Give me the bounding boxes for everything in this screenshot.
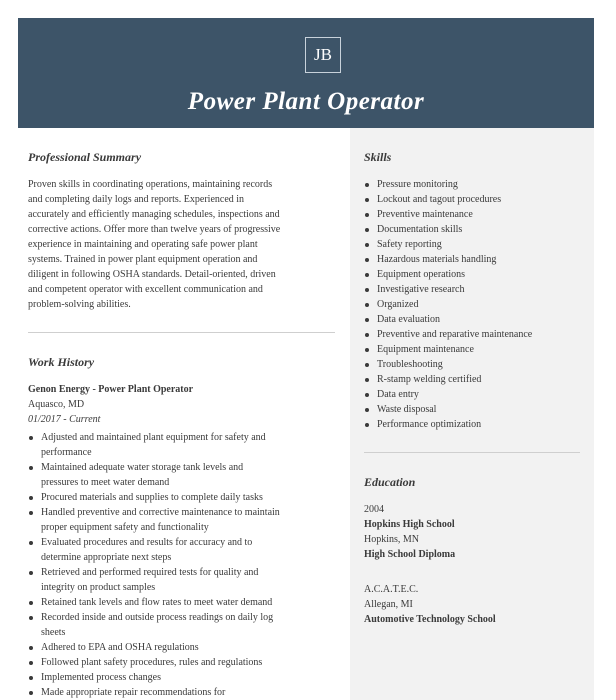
summary-line: corrective actions. Offer more than twelve years of progressive (28, 224, 281, 235)
education-heading: Education (364, 475, 416, 489)
list-item: Adhered to EPA and OSHA regulations (28, 640, 335, 655)
list-item: Retrieved and performed required tests for quality and integrity on product samples (28, 565, 335, 595)
summary-heading: Professional Summary (28, 150, 142, 164)
job-location: Aquasco, MD (28, 399, 85, 410)
education-location: Allegan, MI (364, 599, 413, 610)
education-entry (364, 582, 580, 627)
summary-line: accurately and efficiently managing schedules, inspections and (28, 209, 280, 220)
skill-item: Organized (364, 297, 580, 312)
skill-item: Equipment maintenance (364, 342, 580, 357)
skill-item: R-stamp welding certified (364, 372, 580, 387)
summary-line: diligent in following OSHA standards. Detail-oriented, driven (28, 269, 276, 280)
skill-item: Troubleshooting (364, 357, 580, 372)
education-year: A.C.A.T.E.C. (364, 584, 419, 595)
list-item: Made appropriate repair recommendations for (28, 685, 335, 700)
job-dates: 01/2017 - Current (28, 414, 101, 425)
skill-item: Investigative research (364, 282, 580, 297)
skills-heading: Skills (364, 150, 392, 164)
list-item: Recorded inside and outside process readings on daily log sheets (28, 610, 335, 640)
resume-header (18, 18, 594, 128)
skills-list (364, 177, 580, 432)
education-year: 2004 (364, 504, 384, 515)
skill-item: Data evaluation (364, 312, 580, 327)
skill-item: Documentation skills (364, 222, 580, 237)
education-entry (364, 502, 580, 562)
skill-item: Safety reporting (364, 237, 580, 252)
job-entry (28, 382, 335, 700)
education-location: Hopkins, MN (364, 534, 420, 545)
list-item: Evaluated procedures and results for accuracy and to determine appropriate next steps (28, 535, 335, 565)
skill-item: Preventive maintenance (364, 207, 580, 222)
skill-item: Pressure monitoring (364, 177, 580, 192)
job-company-title: Genon Energy - Power Plant Operator (28, 384, 194, 395)
list-item: Followed plant safety procedures, rules and regulations (28, 655, 335, 670)
job-bullet-list (28, 430, 335, 700)
summary-line: experience in maintaining and operating safe power plant (28, 239, 258, 250)
list-item: Implemented process changes (28, 670, 335, 685)
list-item: Maintained adequate water storage tank levels and pressures to meet water demand (28, 460, 335, 490)
list-item: Adjusted and maintained plant equipment for safety and performance (28, 430, 335, 460)
sidebar-content (364, 128, 580, 627)
summary-line: and completing daily logs and reports. Experienced in (28, 194, 245, 205)
education-school: Hopkins High School (364, 519, 455, 530)
job-title-heading: Power Plant Operator (187, 88, 425, 115)
skill-item: Lockout and tagout procedures (364, 192, 580, 207)
education-school: Automotive Technology School (364, 614, 496, 625)
summary-text (28, 177, 335, 312)
main-column (28, 128, 335, 700)
initials-monogram: JB (305, 37, 341, 73)
skill-item: Hazardous materials handling (364, 252, 580, 267)
summary-line: problem-solving abilities. (28, 299, 131, 310)
list-item: Procured materials and supplies to complete daily tasks (28, 490, 335, 505)
skill-item: Waste disposal (364, 402, 580, 417)
skill-item: Equipment operations (364, 267, 580, 282)
skill-item: Data entry (364, 387, 580, 402)
skill-item: Performance optimization (364, 417, 580, 432)
summary-line: Proven skills in coordinating operations, maintaining records (28, 179, 273, 190)
skill-item: Preventive and reparative maintenance (364, 327, 580, 342)
summary-line: and competent operator with excellent communication and (28, 284, 263, 295)
list-item: Handled preventive and corrective maintenance to maintain proper equipment safety and functionality (28, 505, 335, 535)
summary-line: systems. Trained in power plant equipment operation and (28, 254, 258, 265)
work-history-heading: Work History (28, 355, 95, 369)
education-degree: High School Diploma (364, 549, 456, 560)
list-item: Retained tank levels and flow rates to meet water demand (28, 595, 335, 610)
